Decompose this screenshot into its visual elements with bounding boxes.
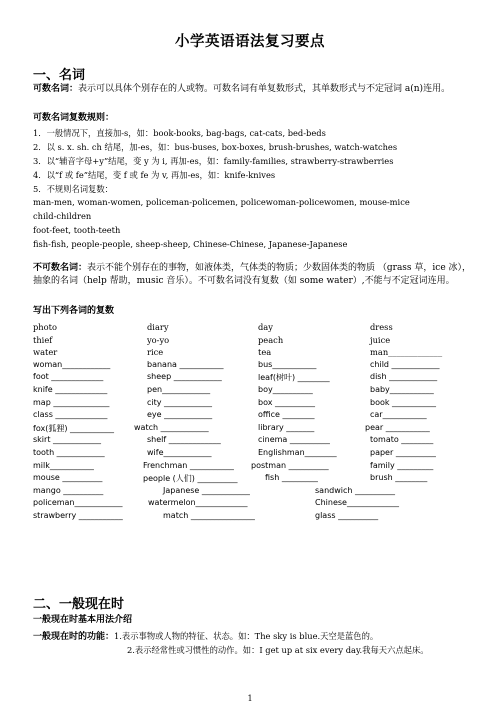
exercise-blank[interactable]: office ________ bbox=[258, 410, 315, 420]
section-heading-present-tense: 二、一般现在时 bbox=[33, 597, 125, 612]
exercise-blank[interactable]: sandwich __________ bbox=[315, 485, 395, 495]
exercise-blank[interactable]: mango __________ bbox=[33, 485, 104, 495]
exercise-blank[interactable]: fox(狐狸) ___________ bbox=[33, 423, 114, 433]
rule-line: 2．以 s. x. sh. ch 结尾，加-es，如：bus-buses, box-boxes, brush-brushes, watch-watches bbox=[33, 142, 398, 152]
exercise-grid bbox=[33, 322, 478, 524]
present-tense-subheading: 一般现在时基本用法介绍 bbox=[33, 615, 133, 625]
exercise-row bbox=[33, 498, 478, 511]
exercise-blank[interactable]: shelf _____________ bbox=[147, 435, 221, 445]
rule-line: man-men, woman-women, policeman-policemen, policewoman-policewomen, mouse-mice bbox=[33, 197, 410, 207]
exercise-blank[interactable]: sheep ____________ bbox=[147, 372, 222, 382]
exercise-blank[interactable]: woman____________ bbox=[33, 359, 111, 369]
exercise-blank[interactable]: pen____________ bbox=[147, 384, 211, 394]
exercise-blank[interactable]: map ______________ bbox=[33, 397, 110, 407]
rule-line: 5．不规则名词复数： bbox=[33, 184, 113, 194]
exercise-row bbox=[33, 486, 478, 499]
exercise-blank[interactable]: Englishman________ bbox=[258, 447, 337, 457]
uncountable-definition bbox=[33, 262, 471, 288]
exercise-blank[interactable]: tomato ________ bbox=[370, 435, 434, 445]
rule-line: 4．以“f 或 fe”结尾，变 f 或 fe 为 v, 再加-es，如：knife-knives bbox=[33, 170, 276, 180]
exercise-blank[interactable]: match ________________ bbox=[163, 510, 255, 520]
exercise-heading: 写出下列各词的复数 bbox=[33, 306, 115, 316]
exercise-blank[interactable]: box __________ bbox=[258, 397, 316, 407]
exercise-blank[interactable]: brush ________ bbox=[370, 473, 428, 483]
exercise-blank[interactable]: banana ___________ bbox=[147, 359, 224, 369]
exercise-row bbox=[33, 423, 478, 436]
exercise-row bbox=[33, 398, 478, 411]
exercise-blank[interactable]: foot _____________ bbox=[33, 372, 104, 382]
plural-rules-heading: 可数名词复数规则： bbox=[33, 113, 115, 123]
exercise-blank[interactable]: boy__________ bbox=[258, 384, 313, 394]
exercise-row bbox=[33, 360, 478, 373]
rule-line: fish-fish, people-people, sheep-sheep, Chinese-Chinese, Japanese-Japanese bbox=[33, 239, 348, 249]
exercise-word: yo-yo bbox=[147, 334, 170, 345]
exercise-blank[interactable]: cinema __________ bbox=[258, 435, 330, 445]
rule-line: child-children bbox=[33, 211, 92, 221]
rule-line: 3．以“辅音字母+y”结尾，变 y 为 i, 再加-es，如：family-families, strawberry-strawberries bbox=[33, 156, 394, 166]
exercise-blank[interactable]: fish _________ bbox=[265, 473, 318, 483]
exercise-blank[interactable]: bus___________ bbox=[258, 359, 317, 369]
exercise-blank[interactable]: book ___________ bbox=[370, 397, 437, 407]
exercise-blank[interactable]: watermelon_____________ bbox=[148, 498, 248, 508]
exercise-word: juice bbox=[370, 334, 391, 345]
uncountable-text: 表示不能个别存在的事物，如液体类，气体类的物质；少数固体类的物质 （grass 草，ice 冰），抽象的名词（help 帮助，music 音乐）。不可数名词没有复数（如 some water）,不能与不定冠词连用。 bbox=[33, 263, 472, 286]
exercise-blank[interactable]: dish ____________ bbox=[370, 372, 438, 382]
exercise-blank[interactable]: skirt ____________ bbox=[33, 435, 101, 445]
exercise-blank[interactable]: Japanese ____________ bbox=[163, 485, 250, 495]
exercise-row bbox=[33, 473, 478, 486]
uncountable-label: 不可数名词： bbox=[33, 263, 88, 273]
exercise-blank[interactable]: milk___________ bbox=[33, 460, 94, 470]
exercise-blank[interactable]: eye ____________ bbox=[147, 410, 213, 420]
exercise-blank[interactable]: glass __________ bbox=[315, 510, 379, 520]
exercise-blank[interactable]: policeman____________ bbox=[33, 498, 123, 508]
exercise-word: dress bbox=[370, 322, 393, 332]
exercise-blank[interactable]: car___________ bbox=[370, 410, 427, 420]
exercise-word: day bbox=[258, 322, 273, 332]
exercise-blank[interactable]: city ____________ bbox=[147, 397, 213, 407]
exercise-row bbox=[33, 435, 478, 448]
exercise-blank[interactable]: class _____________ bbox=[33, 410, 108, 420]
exercise-blank[interactable]: family _________ bbox=[370, 460, 434, 470]
countable-text: 表示可以具体个别存在的人或物。可数名词有单复数形式，其单数形式与不定冠词 a(n)连用。 bbox=[78, 84, 451, 94]
exercise-word: water bbox=[33, 347, 58, 358]
exercise-blank[interactable]: library _______ bbox=[258, 422, 315, 432]
exercise-blank[interactable]: mouse __________ bbox=[33, 473, 103, 483]
exercise-word: rice bbox=[147, 347, 164, 358]
exercise-blank[interactable]: baby___________ bbox=[370, 384, 434, 394]
exercise-row bbox=[33, 461, 478, 474]
exercise-blank[interactable]: knife _____________ bbox=[33, 384, 108, 394]
function-label: 一般现在时的功能： bbox=[33, 632, 115, 642]
exercise-blank[interactable]: leaf(树叶) ________ bbox=[258, 373, 330, 383]
page-title: 小学英语语法复习要点 bbox=[175, 34, 325, 50]
present-tense-function-2: 2.表示经常性或习惯性的动作。如：I get up at six every day.我每天六点起床。 bbox=[127, 645, 429, 655]
exercise-blank[interactable]: child ____________ bbox=[370, 359, 440, 369]
exercise-blank[interactable]: watch ____________ bbox=[134, 422, 209, 432]
exercise-row bbox=[33, 410, 478, 423]
present-tense-function-1 bbox=[33, 629, 473, 642]
exercise-blank[interactable]: paper __________ bbox=[370, 447, 436, 457]
exercise-blank[interactable]: wife____________ bbox=[147, 447, 212, 457]
exercise-row bbox=[33, 385, 478, 398]
exercise-word: diary bbox=[147, 322, 169, 332]
countable-label: 可数名词： bbox=[33, 84, 79, 94]
page-number: 1 bbox=[247, 694, 253, 703]
exercise-blank[interactable]: strawberry ___________ bbox=[33, 510, 123, 520]
exercise-blank[interactable]: tooth ____________ bbox=[33, 447, 105, 457]
exercise-row bbox=[33, 372, 478, 385]
exercise-word: tea bbox=[258, 347, 272, 358]
exercise-word: peach bbox=[258, 334, 284, 345]
countable-definition bbox=[33, 83, 471, 96]
exercise-blank[interactable]: postman __________ bbox=[251, 460, 329, 470]
exercise-word: thief bbox=[33, 334, 53, 345]
exercise-row bbox=[33, 322, 478, 335]
rule-line: foot-feet, tooth-teeth bbox=[33, 225, 121, 235]
exercise-blank[interactable]: Frenchman ___________ bbox=[143, 460, 234, 470]
exercise-row bbox=[33, 335, 478, 348]
exercise-blank[interactable]: pear ___________ bbox=[365, 422, 430, 432]
exercise-row bbox=[33, 511, 478, 524]
section-heading-nouns: 一、名词 bbox=[33, 68, 86, 83]
exercise-word: man_____________ bbox=[370, 347, 443, 358]
exercise-row bbox=[33, 347, 478, 360]
exercise-word: photo bbox=[33, 322, 57, 332]
exercise-blank[interactable]: people (人们) __________ bbox=[143, 474, 238, 484]
exercise-blank[interactable]: Chinese_____________ bbox=[315, 498, 399, 508]
exercise-row bbox=[33, 448, 478, 461]
rule-line: 1．一般情况下，直接加-s，如：book-books, bag-bags, cat-cats, bed-beds bbox=[33, 128, 326, 138]
function-1-text: 1.表示事物或人物的特征、状态。如：The sky is blue.天空是蓝色的。 bbox=[114, 631, 379, 641]
